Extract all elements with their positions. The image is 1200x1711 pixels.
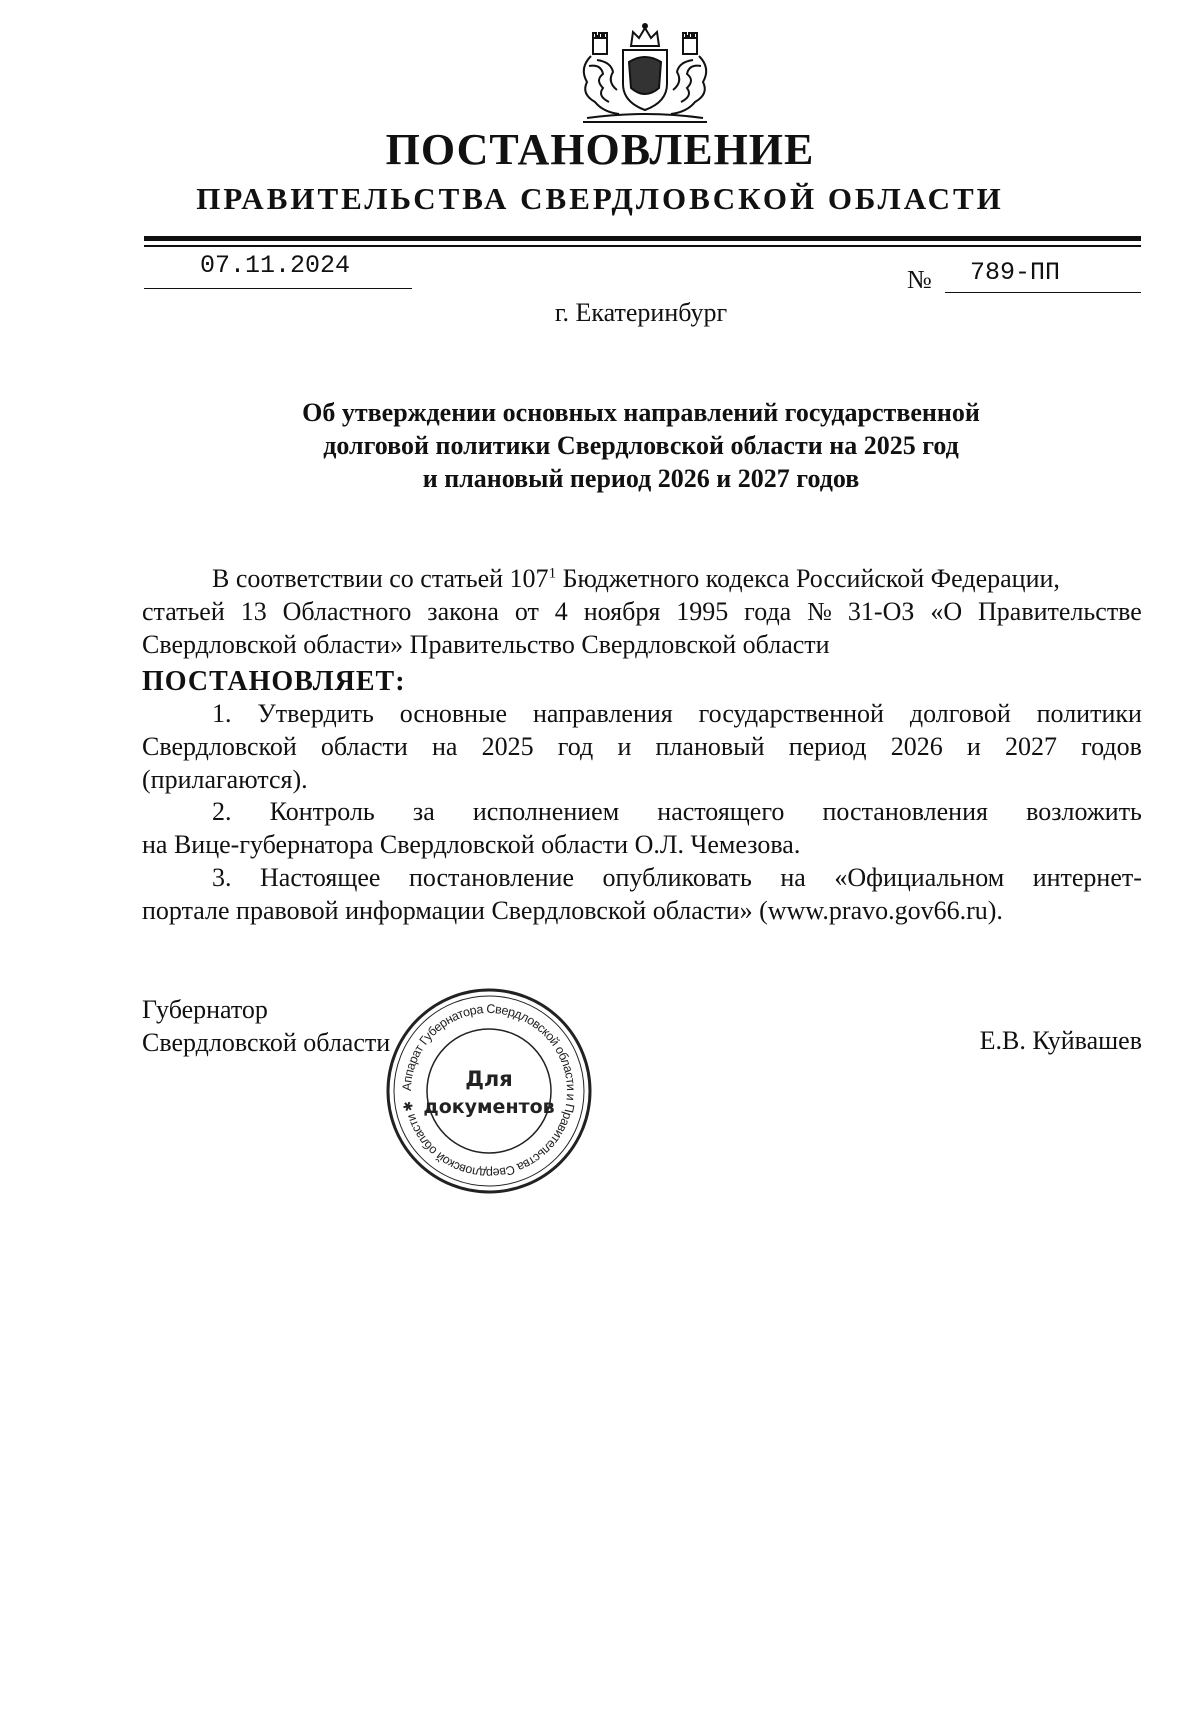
word: направления [532, 699, 673, 728]
word: возложить [1026, 797, 1142, 826]
word: 2. [212, 797, 232, 826]
signatory-position: Губернатор Свердловской области [142, 995, 391, 1057]
item-line [142, 861, 1142, 894]
signatory-name: Е.В. Куйвашев [979, 1026, 1142, 1055]
word: Правительстве [978, 597, 1142, 626]
word: от [514, 597, 539, 626]
word: закона [427, 597, 499, 626]
item-line [142, 795, 1142, 828]
word: ноября [583, 597, 661, 626]
word: опубликовать [602, 863, 752, 892]
word: на [780, 863, 806, 892]
item-line [142, 730, 1142, 763]
item-2 [142, 795, 1142, 861]
date-underline [144, 288, 412, 289]
word: 1995 [676, 597, 729, 626]
word: на [432, 732, 458, 761]
item-line: (прилагаются). [142, 765, 308, 794]
word: № [807, 597, 832, 626]
word: 4 [554, 597, 568, 626]
word: Областного [282, 597, 412, 626]
word: 2025 [481, 732, 534, 761]
word: основные [399, 699, 508, 728]
item-line: на Вице-губернатора Свердловской области О.Л. Чемезова. [142, 830, 801, 859]
issuer-subtitle: ПРАВИТЕЛЬСТВА СВЕРДЛОВСКОЙ ОБЛАСТИ [196, 181, 1004, 216]
stamp-center-line: документов [423, 1096, 555, 1118]
document-subject [0, 396, 1200, 495]
document-title: ПОСТАНОВЛЕНИЕ [385, 125, 815, 174]
city: г. Екатеринбург [554, 298, 728, 327]
word: области [320, 732, 408, 761]
item-line [142, 697, 1142, 730]
word: 2026 [890, 732, 943, 761]
item-line: портале правовой информации Свердловской области» (www.pravo.gov66.ru). [142, 896, 1003, 925]
word: долговой [909, 699, 1011, 728]
word: Утвердить [257, 699, 374, 728]
preamble-line [142, 595, 1142, 628]
word: Настоящее [260, 863, 381, 892]
word: политики [1036, 699, 1142, 728]
word: постановление [408, 863, 575, 892]
word: «О [930, 597, 963, 626]
header-rule-thick [144, 236, 1141, 241]
stamp-ring-text: Аппарат Губернатора Свердловской области и Правительства Свердловской области ✱ [399, 1001, 579, 1181]
subject-line: и плановый период 2026 и 2027 годов [422, 464, 860, 493]
word: 2027 [1004, 732, 1057, 761]
item-1 [142, 697, 1142, 796]
word: годов [1081, 732, 1142, 761]
item-3 [142, 861, 1142, 927]
document-date: 07.11.2024 [200, 251, 351, 280]
header-rule-thin [144, 245, 1141, 247]
word: 1. [212, 699, 232, 728]
word: за [412, 797, 435, 826]
preamble-line: В соответствии со статьей $107^1$ Бюджетного кодекса Российской Федерации, [212, 564, 1060, 593]
word: и [617, 732, 632, 761]
subject-line: Об утверждении основных направлений государственной [302, 398, 980, 427]
word: Контроль [269, 797, 375, 826]
word: настоящего [657, 797, 785, 826]
preamble-line: Свердловской области» Правительство Свердловской области [142, 630, 830, 659]
word: статьей [142, 597, 225, 626]
number-underline [945, 292, 1141, 293]
word: плановый [655, 732, 765, 761]
word: период [788, 732, 867, 761]
word: 3. [212, 863, 232, 892]
word: государственной [698, 699, 884, 728]
word: года [744, 597, 792, 626]
word: постановления [822, 797, 988, 826]
word: и [966, 732, 981, 761]
coat-of-arms-icon [573, 22, 717, 126]
word: «Официальном [834, 863, 1005, 892]
word: исполнением [472, 797, 620, 826]
word: интернет- [1032, 863, 1142, 892]
decree-word: ПОСТАНОВЛЯЕТ: [142, 666, 406, 697]
word: 31-ОЗ [847, 597, 915, 626]
word: Свердловской [142, 732, 297, 761]
subject-line: долговой политики Свердловской области на 2025 год [323, 431, 959, 460]
document-number: 789-ПП [970, 258, 1061, 287]
stamp-center-line: Для [465, 1067, 513, 1091]
preamble [142, 562, 1142, 661]
official-stamp [384, 986, 594, 1196]
number-sign: № [907, 265, 932, 294]
word: 13 [240, 597, 267, 626]
word: год [557, 732, 594, 761]
superscript: 1 [548, 565, 557, 582]
